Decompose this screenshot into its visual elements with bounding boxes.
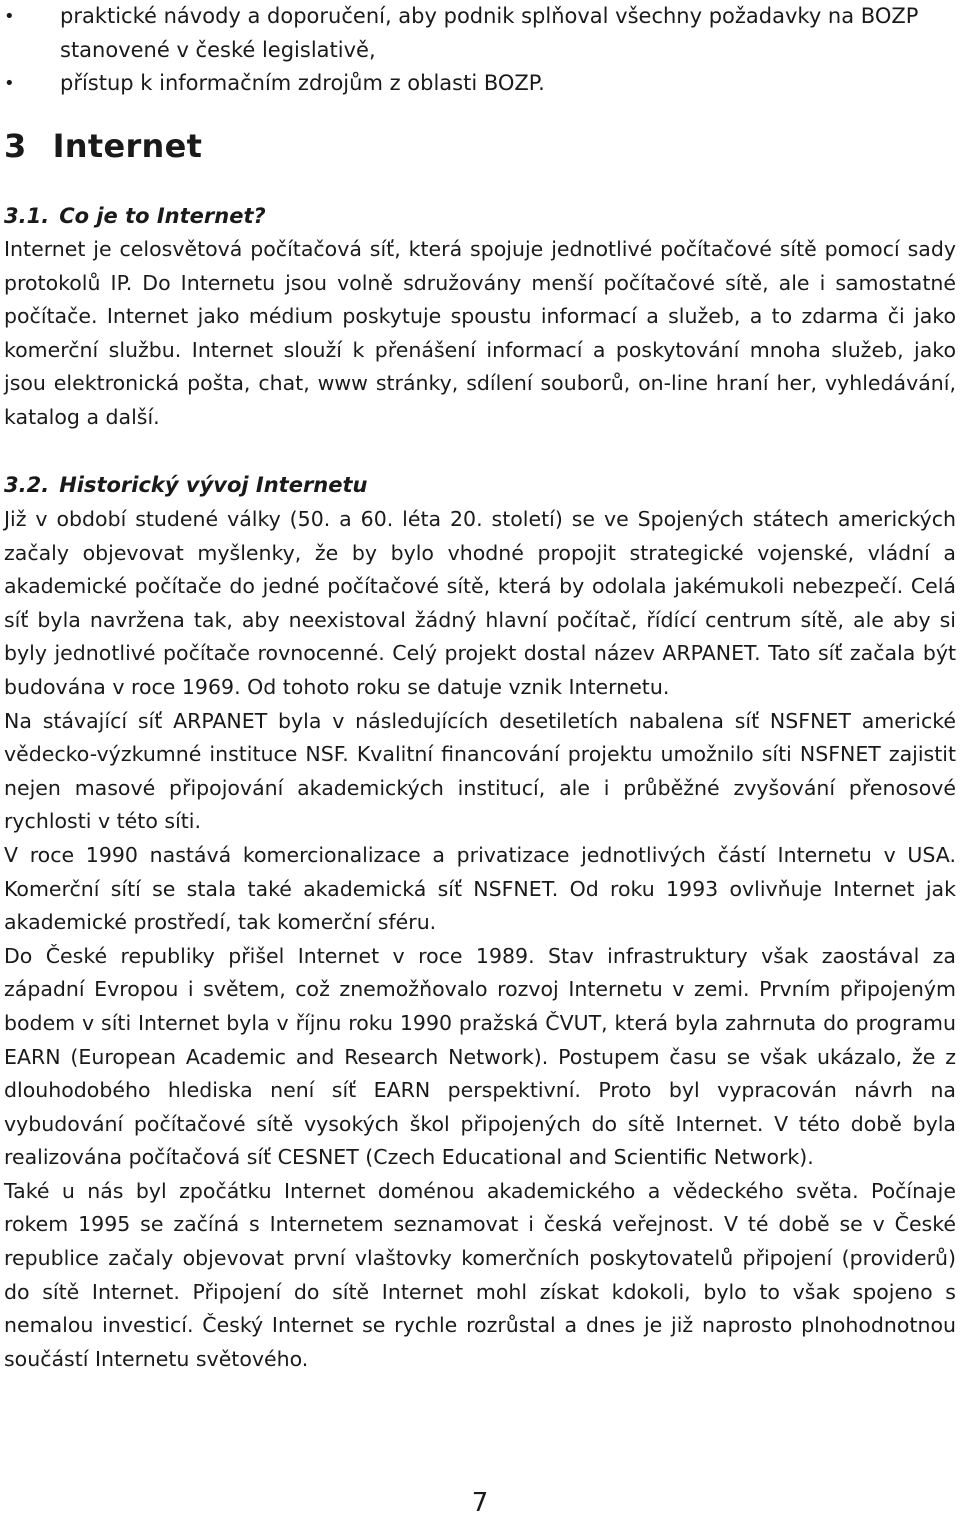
section-number: 3.2. (4, 473, 50, 497)
bullet-text: praktické návody a doporučení, aby podnik splňoval všechny požadavky na BOZP stanovené v české legislativě, (60, 4, 919, 62)
section-title: Co je to Internet? (59, 204, 266, 228)
section-heading (4, 201, 266, 231)
bullet-text: přístup k informačním zdrojům z oblasti BOZP. (60, 71, 545, 95)
section-number: 3.1. (4, 204, 50, 228)
section-body (4, 233, 956, 435)
section-title: Historický vývoj Internetu (59, 473, 368, 497)
list-item (0, 0, 960, 67)
paragraph: Také u nás byl zpočátku Internet doménou akademického a vědeckého světa. Počínaje rokem 1995 se začíná s Internetem seznamovat i česká veřejnost. V té době se v České republice začaly objevovat první vlaštovky komerčních poskytovatelů připojení (providerů) do sítě Internet. Připojení do sítě Internet mohl získat kdokoli, bylo to však spojeno s nemalou investicí. Český Internet se rychle rozrůstal a dnes je již naprosto plnohodnotnou součástí Internetu světového. (4, 1178, 956, 1371)
paragraph: V roce 1990 nastává komercionalizace a privatizace jednotlivých částí Internetu v USA. Komerční sítí se stala také akademická síť NSFNET. Od roku 1993 ovlivňuje Internet jak akademické prostředí, tak komerční sféru. (4, 842, 956, 935)
bullet-icon: • (4, 73, 15, 94)
page-number: 7 (471, 1488, 489, 1518)
paragraph: Na stávající síť ARPANET byla v následujících desetiletích nabalena síť NSFNET americké vědecko-výzkumné instituce NSF. Kvalitní financování projektu umožnilo síti NSFNET zajistit nejen masové připojování akademických institucí, ale i průběžné zvyšování přenosové rychlosti v této síti. (4, 708, 956, 834)
paragraph: Již v období studené války (50. a 60. léta 20. století) se ve Spojených státech amerických začaly objevovat myšlenky, že by bylo vhodné propojit strategické vojenské, vládní a akademické počítače do jedné počítačové sítě, která by odolala jakémukoli nebezpečí. Celá síť byla navržena tak, aby neexistoval žádný hlavní počítač, řídící centrum sítě, ale aby si byly jednotlivé počítače rovnocenné. Celý projekt dostal název ARPANET. Tato síť začala být budována v roce 1969. Od tohoto roku se datuje vznik Internetu. (4, 507, 956, 699)
bullet-icon: • (4, 6, 15, 27)
chapter-number: 3 (4, 127, 27, 165)
section-heading (4, 470, 367, 500)
bullet-list (0, 0, 960, 101)
chapter-heading (4, 125, 202, 167)
list-item (0, 67, 960, 101)
section-body (4, 503, 956, 1376)
paragraph: Internet je celosvětová počítačová síť, která spojuje jednotlivé počítačové sítě pomocí sady protokolů IP. Do Internetu jsou volně sdružovány menší počítačové sítě, ale i samostatné počítače. Internet jako médium poskytuje spoustu informací a služeb, a to zdarma či jako komerční službu. Internet slouží k přenášení informací a poskytování mnoha služeb, jako jsou elektronická pošta, chat, www stránky, sdílení souborů, on-line hraní her, vyhledávání, katalog a další. (4, 237, 956, 429)
paragraph: Do České republiky přišel Internet v roce 1989. Stav infrastruktury však zaostával za západní Evropou i světem, což znemožňovalo rozvoj Internetu v zemi. Prvním připojeným bodem v síti Internet byla v říjnu roku 1990 pražská ČVUT, která byla zahrnuta do programu EARN (European Academic and Research Network). Postupem času se však ukázalo, že z dlouhodobého hlediska není síť EARN perspektivní. Proto byl vypracován návrh na vybudování počítačové sítě vysokých škol připojených do sítě Internet. V této době byla realizována počítačová síť CESNET (Czech Educational and Scientific Network). (4, 943, 956, 1170)
chapter-title: Internet (52, 127, 203, 165)
